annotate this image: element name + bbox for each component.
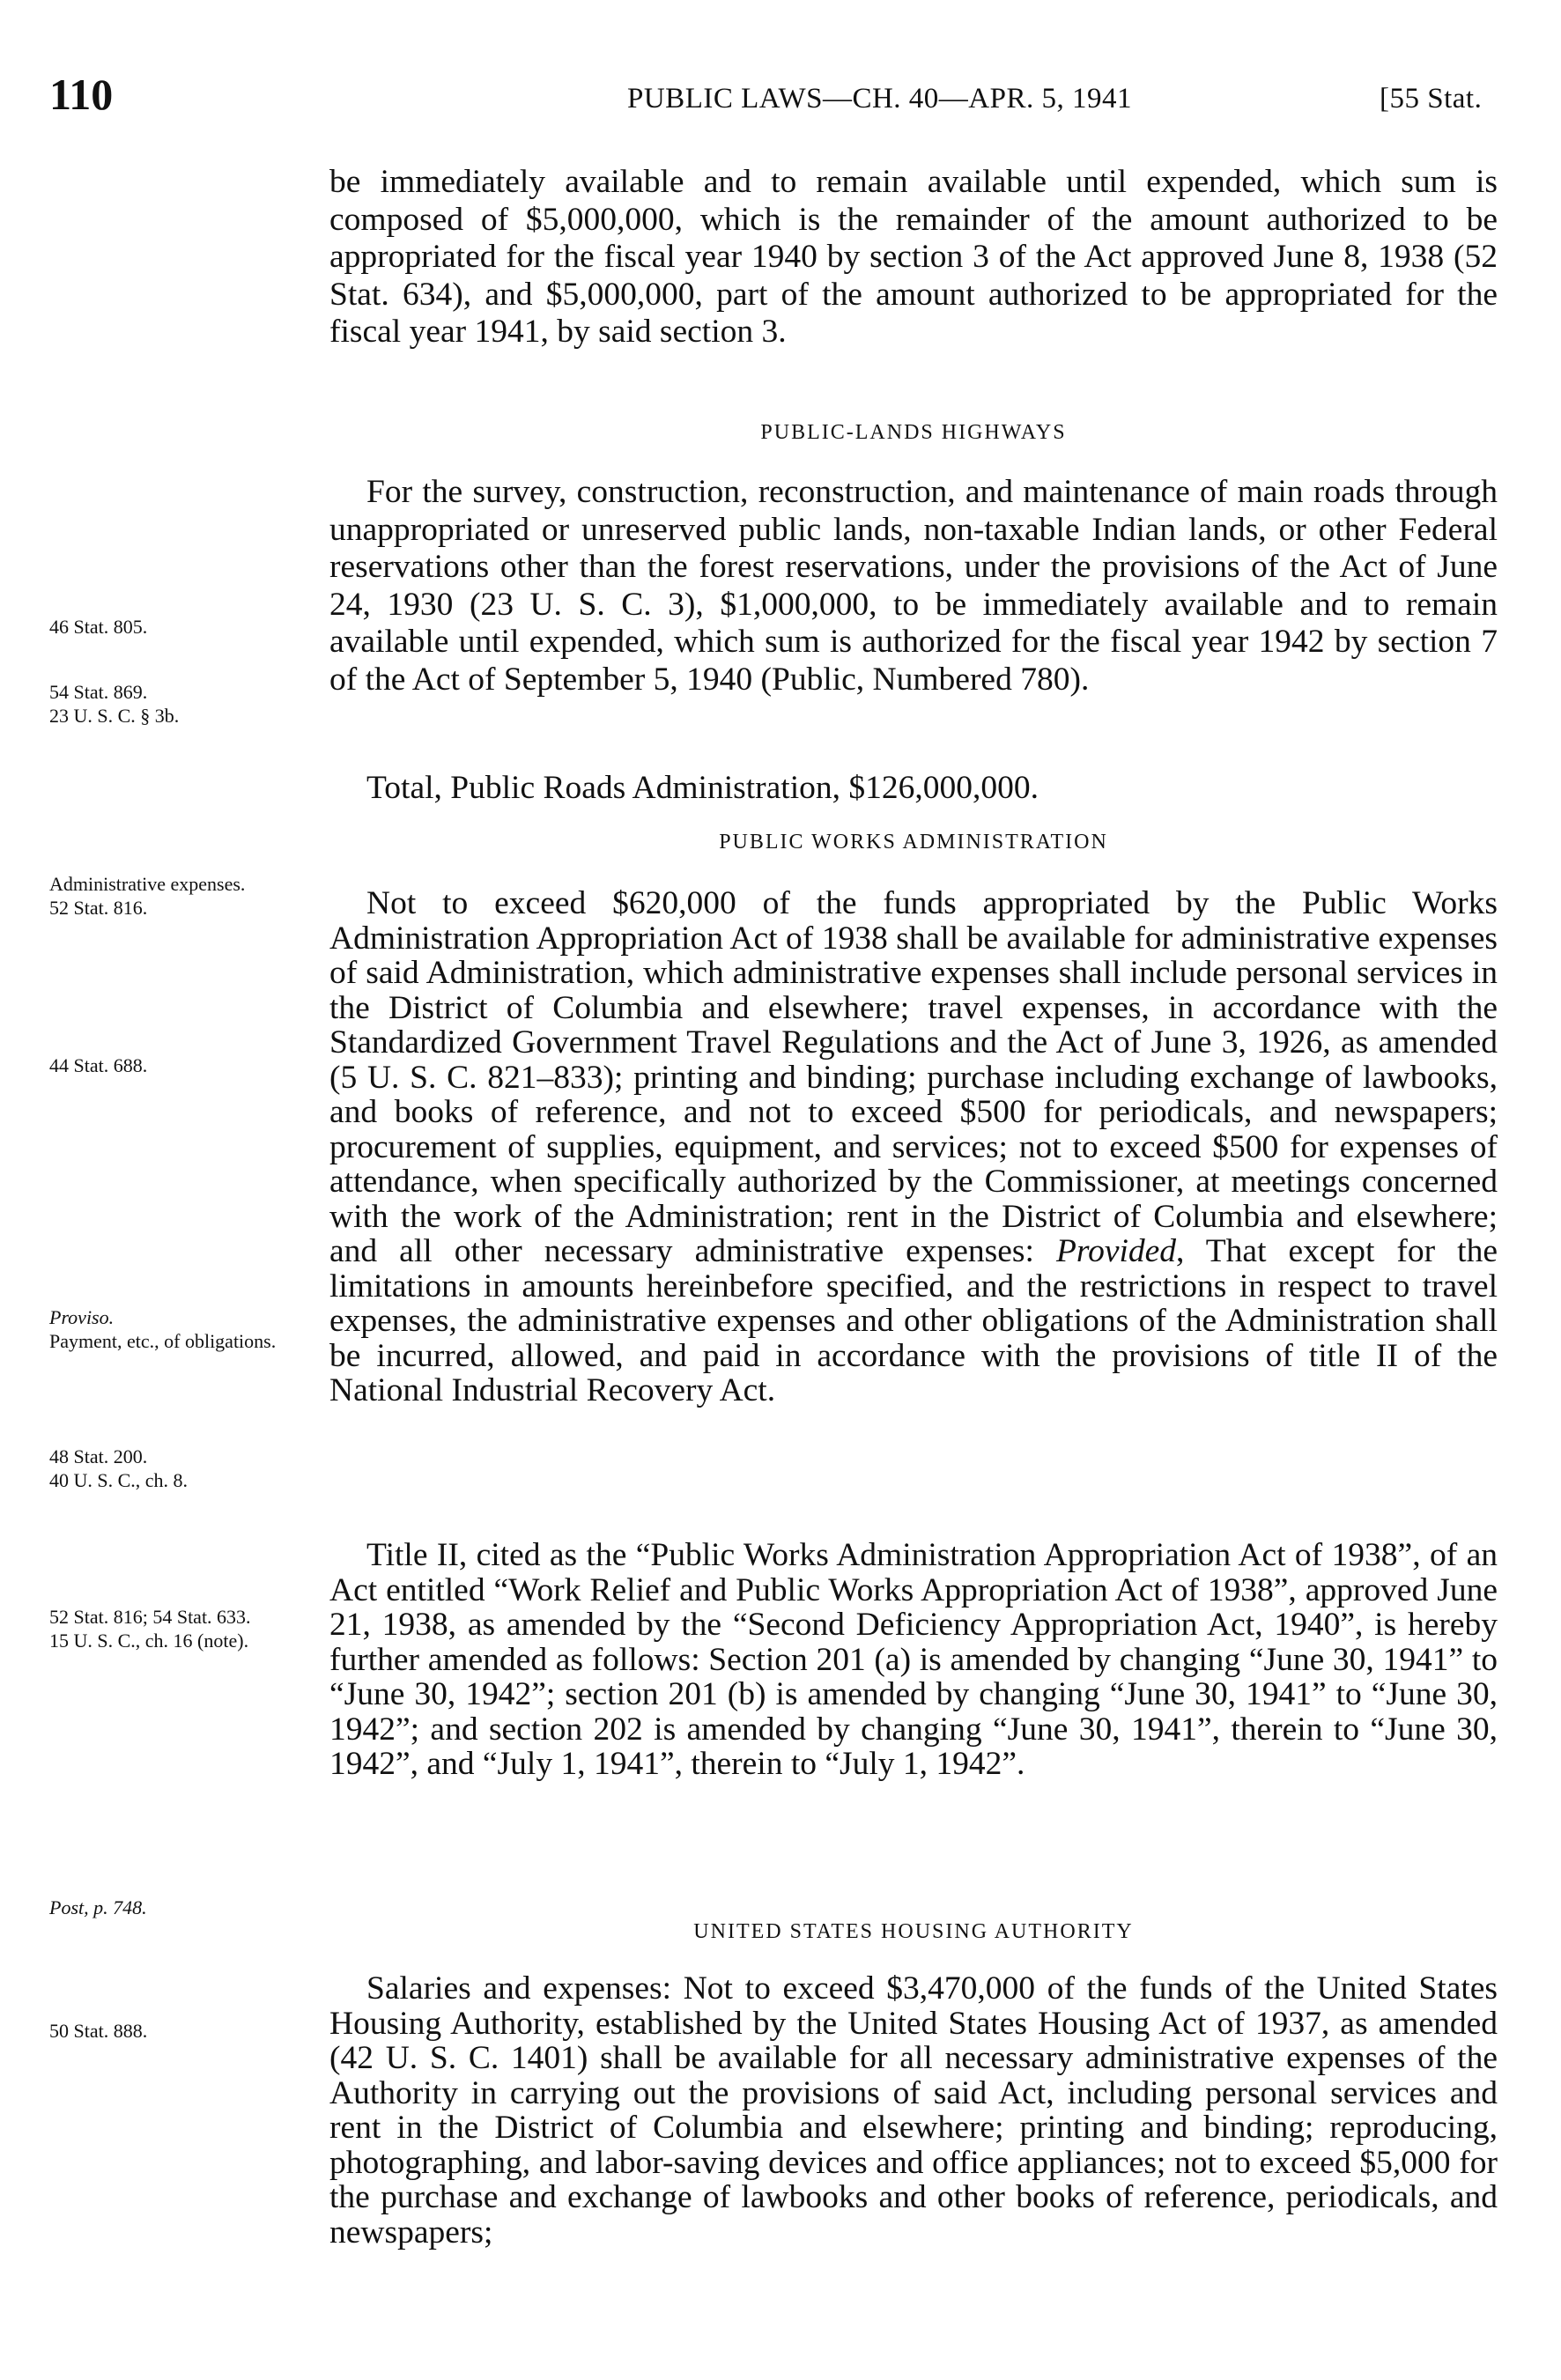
margin-note-line: 15 U. S. C., ch. 16 (note).: [49, 1630, 249, 1652]
heading-united-states-housing-authority: UNITED STATES HOUSING AUTHORITY: [693, 1920, 1134, 1943]
margin-note-48-stat-200: [49, 1445, 314, 1492]
margin-note-line: 40 U. S. C., ch. 8.: [49, 1469, 189, 1491]
margin-note-proviso: [49, 1305, 305, 1353]
paragraph-total-public-roads: Total, Public Roads Administration, $126,000,000.: [366, 770, 1039, 806]
heading-public-works-administration: PUBLIC WORKS ADMINISTRATION: [719, 831, 1108, 854]
margin-note-line: 23 U. S. C. § 3b.: [49, 705, 180, 727]
volume-reference: [55 Stat.: [1380, 83, 1483, 115]
margin-note-44-stat-688: 44 Stat. 688.: [49, 1054, 148, 1076]
margin-note-54-stat-869: [49, 680, 314, 728]
paragraph-public-lands: For the survey, construction, reconstruction, and maintenance of main roads through unappropriated or unreserved public lands, non-taxable Indian lands, or other Federal reservations other than the forest reservations, under the provisions of the Act of June 24, 1930 (23 U. S. C. 3), $1,000,000, to be immediately available and to remain available until expended, which sum is authorized for the fiscal year 1942 by section 7 of the Act of September 5, 1940 (Public, Numbered 780).: [329, 474, 1498, 698]
margin-note-50-stat-888: 50 Stat. 888.: [49, 2020, 148, 2042]
margin-note-line: 52 Stat. 816; 54 Stat. 633.: [49, 1606, 251, 1628]
margin-note-52-stat-816: [49, 1605, 305, 1652]
page-number: 110: [49, 70, 114, 119]
paragraph-continuation: be immediately available and to remain available until expended, which sum is composed of $5,000,000, which is the remainder of the amount authorized to be appropriated for the fiscal year 1940 by section 3 of the Act approved June 8, 1938 (52 Stat. 634), and $5,000,000, part of the amount authorized to be appropriated for the fiscal year 1941, by said section 3.: [329, 164, 1498, 350]
paragraph-public-works: [329, 886, 1498, 1408]
margin-note-post-p-748: Post, p. 748.: [49, 1896, 147, 1918]
margin-note-line: Administrative expenses.: [49, 873, 246, 895]
proviso-word: Provided: [1055, 1233, 1177, 1269]
margin-note-proviso-label: Proviso.: [49, 1306, 115, 1328]
public-works-text-b: , That except for the limitations in amounts hereinbefore specified, and the restrictions in respect to travel expenses, the administrative expenses and other obligations of the Administration shall be incurred, allowed, and paid in accordance with the provisions of title II of the National Industrial Recovery Act.: [329, 1233, 1498, 1408]
margin-note-line: 48 Stat. 200.: [49, 1445, 148, 1467]
margin-note-line: 52 Stat. 816.: [49, 897, 148, 919]
public-works-text-a: Not to exceed $620,000 of the funds appropriated by the Public Works Administration Appropriation Act of 1938 shall be available for administrative expenses of said Administration, which administrative expenses shall include personal services in the District of Columbia and elsewhere; travel expenses, in accordance with the Standardized Government Travel Regulations and the Act of June 3, 1926, as amended (5 U. S. C. 821–833); printing and binding; purchase including exchange of lawbooks, and books of reference, and not to exceed $500 for periodicals, and newspapers; procurement of supplies, equipment, and services; not to exceed $500 for expenses of attendance, when specifically authorized by the Commissioner, at meetings concerned with the work of the Administration; rent in the District of Columbia and elsewhere; and all other necessary administrative expenses:: [329, 885, 1498, 1269]
running-header-title: PUBLIC LAWS—CH. 40—APR. 5, 1941: [627, 83, 1132, 115]
margin-note-line: Payment, etc., of obligations.: [49, 1330, 277, 1352]
heading-public-lands-highways: PUBLIC-LANDS HIGHWAYS: [760, 421, 1067, 444]
margin-note-administrative-expenses: [49, 872, 305, 920]
margin-note-line: 54 Stat. 869.: [49, 681, 148, 703]
paragraph-housing-authority: Salaries and expenses: Not to exceed $3,470,000 of the funds of the United States Housing Authority, established by the United States Housing Act of 1937, as amended (42 U. S. C. 1401) shall be available for all necessary administrative expenses of the Authority in carrying out the provisions of said Act, including personal services and rent in the District of Columbia and elsewhere; printing and binding; reproducing, photographing, and labor-saving devices and office appliances; not to exceed $5,000 for the purchase and exchange of lawbooks and other books of reference, periodicals, and newspapers;: [329, 1970, 1498, 2251]
paragraph-title-ii-amendment: Title II, cited as the “Public Works Administration Appropriation Act of 1938”, of an Act entitled “Work Relief and Public Works Appropriation Act of 1938”, approved June 21, 1938, as amended by the “Second Deficiency Appropriation Act, 1940”, is hereby further amended as follows: Section 201 (a) is amended by changing “June 30, 1941” to “June 30, 1942”; section 201 (b) is amended by changing “June 30, 1941” to “June 30, 1942”; and section 202 is amended by changing “June 30, 1941”, therein to “June 30, 1942”, and “July 1, 1941”, therein to “July 1, 1942”.: [329, 1537, 1498, 1782]
margin-note-46-stat-805: 46 Stat. 805.: [49, 616, 148, 638]
